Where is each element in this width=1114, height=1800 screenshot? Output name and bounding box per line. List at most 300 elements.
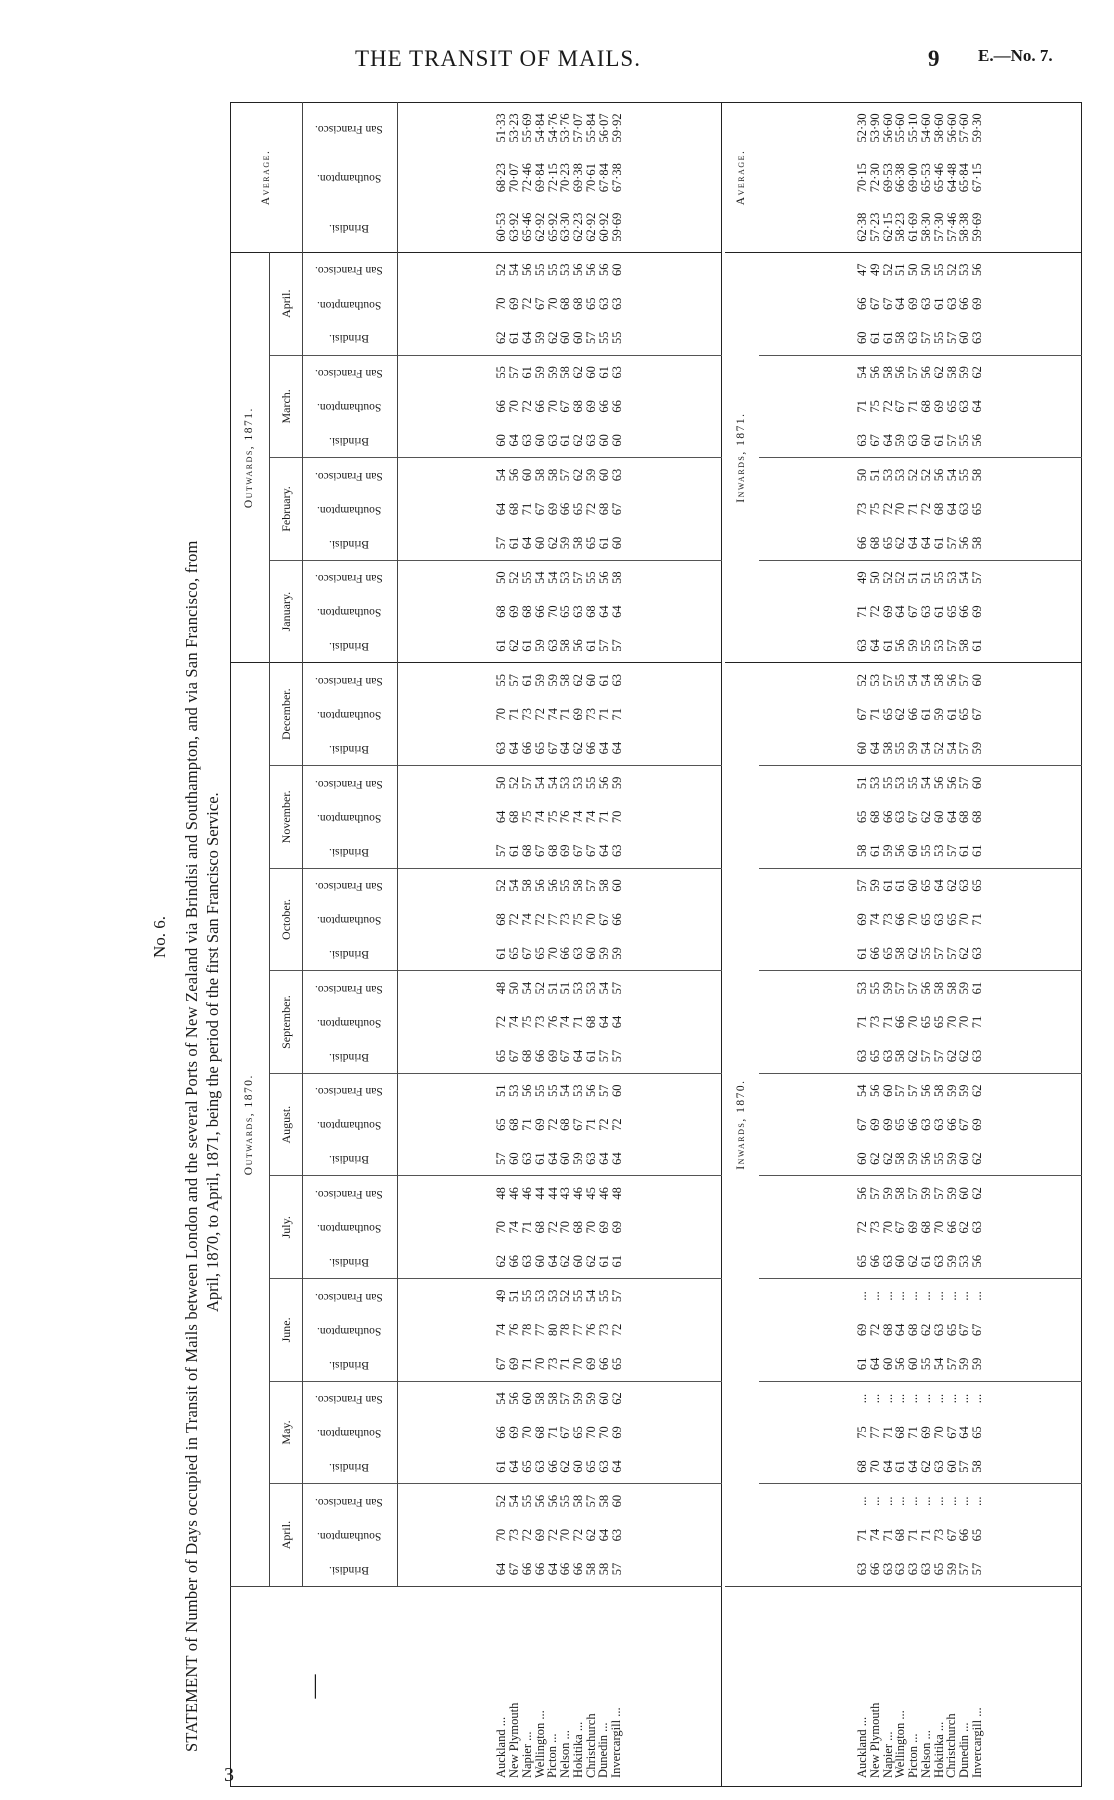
day-count-cell: 67·38	[609, 163, 624, 193]
day-count-cell: 71	[596, 707, 611, 721]
day-count-cell: 71	[609, 707, 624, 721]
day-count-cell: 71	[545, 1426, 560, 1439]
port-name: Dunedin ...	[596, 1722, 611, 1778]
day-count-cell: 56	[532, 1494, 547, 1508]
day-count-cell: 74	[584, 810, 599, 824]
day-count-cell: 69	[545, 502, 560, 516]
day-count-cell: 63	[609, 674, 624, 687]
day-count-cell: 53	[957, 263, 972, 276]
day-count-cell: 55	[532, 1084, 547, 1097]
day-count-cell: 59	[906, 1152, 921, 1165]
day-count-cell: 60	[931, 810, 946, 824]
day-count-cell: 63	[918, 1118, 933, 1131]
day-count-cell: 54·76	[545, 113, 560, 143]
route-header-13	[303, 1108, 398, 1142]
day-count-cell: 63·30	[558, 212, 573, 242]
inwards-column-34	[759, 389, 1082, 423]
outwards-column-3	[398, 1450, 722, 1484]
inwards-column-22	[759, 800, 1082, 834]
day-count-cell: 61	[854, 947, 869, 960]
day-count-cell: 58	[596, 1494, 611, 1508]
day-count-cell: 62	[944, 879, 959, 892]
day-count-cell: 70	[571, 1357, 586, 1371]
day-count-cell: 56	[532, 879, 547, 892]
day-count-cell: 68	[918, 1221, 933, 1234]
day-count-cell: 70	[545, 947, 560, 960]
day-count-cell: 58	[931, 1084, 946, 1097]
day-count-cell: 59	[584, 1392, 599, 1405]
day-count-cell: 67	[596, 913, 611, 926]
day-count-cell: 64	[609, 1015, 624, 1029]
inwards-group-header-row	[725, 103, 759, 1787]
day-count-cell: 72	[596, 1118, 611, 1131]
outwards-column-23	[398, 766, 722, 800]
day-count-cell: 64	[957, 1426, 972, 1439]
day-count-cell: 70	[931, 1426, 946, 1439]
outwards-column-30	[398, 526, 722, 560]
day-count-cell: 56	[918, 1084, 933, 1097]
day-count-cell: 59	[970, 1357, 985, 1371]
day-count-cell: 64	[596, 1152, 611, 1165]
day-count-cell: 67	[558, 1049, 573, 1063]
day-count-cell: ...	[880, 1496, 895, 1506]
route-header-38	[303, 252, 398, 286]
day-count-cell: 57	[957, 741, 972, 755]
day-count-cell: 69·53	[880, 163, 895, 193]
day-count-cell: 55	[494, 366, 509, 379]
day-count-cell: 66	[532, 1562, 547, 1576]
day-count-cell: 52	[880, 571, 895, 584]
day-count-cell: 57	[494, 536, 509, 550]
route-label: Brindisi.	[328, 1358, 369, 1371]
day-count-cell: 56	[545, 879, 560, 892]
route-label: Brindisi.	[328, 845, 369, 858]
route-header-41	[303, 103, 398, 153]
day-count-cell: 59	[596, 947, 611, 960]
day-count-cell: ...	[931, 1393, 946, 1404]
route-header-1	[303, 1518, 398, 1552]
day-count-cell: 60	[880, 1357, 895, 1371]
day-count-cell: 51	[854, 776, 869, 790]
route-label: Brindisi.	[328, 221, 369, 234]
day-count-cell: 53	[584, 981, 599, 995]
day-count-cell: 57·46	[944, 212, 959, 242]
outwards-month-header-row	[270, 103, 303, 1787]
day-count-cell: 43	[558, 1187, 573, 1200]
inwards-column-37	[759, 287, 1082, 321]
day-count-cell: 53	[545, 1289, 560, 1303]
day-count-cell: 55	[520, 1494, 535, 1508]
day-count-cell: 63	[906, 434, 921, 447]
day-count-cell: 60	[571, 1460, 586, 1473]
day-count-cell: 57	[596, 1049, 611, 1063]
day-count-cell: 51·33	[494, 113, 509, 143]
day-count-cell: 56	[584, 1084, 599, 1097]
port-name: Dunedin ...	[957, 1722, 972, 1778]
route-label: Brindisi.	[328, 948, 369, 961]
day-count-cell: 72	[545, 1528, 560, 1542]
day-count-cell: 53	[867, 674, 882, 687]
day-count-cell: 54	[507, 263, 522, 276]
day-count-cell: 49	[867, 263, 882, 276]
day-count-cell: 69	[571, 707, 586, 721]
day-count-cell: 55	[571, 1289, 586, 1303]
day-count-cell: 53	[867, 776, 882, 790]
day-count-cell: 57	[906, 1187, 921, 1200]
day-count-cell: 54	[854, 366, 869, 379]
route-label: Southampton.	[316, 1529, 381, 1542]
day-count-cell: 57	[584, 879, 599, 892]
day-count-cell: 64	[507, 741, 522, 755]
day-count-cell: 68	[571, 1221, 586, 1234]
day-count-cell: 73	[532, 1015, 547, 1029]
day-count-cell: 73	[545, 1357, 560, 1371]
day-count-cell: 59	[558, 536, 573, 550]
day-count-cell: 56	[944, 776, 959, 790]
day-count-cell: 56	[893, 639, 908, 652]
port-name: Invercargill ...	[969, 1707, 984, 1778]
inwards-column-41	[759, 103, 1082, 153]
port-name: Wellington ...	[532, 1710, 547, 1778]
port-name: Napier ...	[880, 1731, 895, 1778]
route-header-10	[303, 1210, 398, 1244]
outwards-column-22	[398, 800, 722, 834]
day-count-cell: 54	[918, 674, 933, 687]
route-label: Brindisi.	[328, 332, 369, 345]
route-header-36	[303, 321, 398, 355]
day-count-cell: ...	[854, 1291, 869, 1301]
day-count-cell: 70	[957, 1015, 972, 1029]
inwards-column-4	[759, 1415, 1082, 1449]
outwards-column-27	[398, 629, 722, 663]
day-count-cell: 59	[571, 1152, 586, 1165]
day-count-cell: 64·48	[944, 163, 959, 193]
day-count-cell: 63	[854, 434, 869, 447]
day-count-cell: 67·15	[970, 163, 985, 193]
day-count-cell: 62	[571, 468, 586, 482]
day-count-cell: 58	[970, 536, 985, 550]
inwards-column-2	[759, 1484, 1082, 1518]
day-count-cell: 68	[571, 400, 586, 413]
day-count-cell: 60	[520, 468, 535, 482]
day-count-cell: 68	[571, 297, 586, 311]
route-header-19	[303, 902, 398, 936]
day-count-cell: 60	[854, 1152, 869, 1165]
day-count-cell: 61	[970, 844, 985, 858]
day-count-cell: 67·84	[596, 163, 611, 193]
day-count-cell: 76	[507, 1323, 522, 1337]
outwards-column-6	[398, 1347, 722, 1381]
day-count-cell: 57	[957, 1460, 972, 1473]
day-count-cell: 59	[970, 741, 985, 755]
day-count-cell: 64	[609, 1460, 624, 1473]
day-count-cell: 61	[520, 639, 535, 652]
day-count-cell: ...	[893, 1393, 908, 1404]
day-count-cell: 63	[957, 400, 972, 413]
day-count-cell: 52	[880, 263, 895, 276]
day-count-cell: 58	[893, 1049, 908, 1063]
day-count-cell: 63	[854, 639, 869, 652]
route-label: Brindisi.	[328, 1153, 369, 1166]
day-count-cell: 63	[957, 502, 972, 516]
day-count-cell: ...	[931, 1496, 946, 1506]
day-count-cell: 66	[571, 1562, 586, 1576]
day-count-cell: 67	[957, 1323, 972, 1337]
day-count-cell: 72·15	[545, 163, 560, 193]
day-count-cell: ...	[944, 1393, 959, 1404]
day-count-cell: 67	[571, 1118, 586, 1131]
day-count-cell: 55	[918, 1357, 933, 1371]
day-count-cell: 66	[957, 1528, 972, 1542]
day-count-cell: ...	[906, 1291, 921, 1301]
inwards-column-36	[759, 321, 1082, 355]
inwards-column-8	[759, 1279, 1082, 1313]
route-header-22	[303, 800, 398, 834]
day-count-cell: 63	[880, 1254, 895, 1268]
inwards-column-32	[759, 458, 1082, 492]
route-header-26	[303, 663, 398, 697]
day-count-cell: 63	[545, 434, 560, 447]
month-header-11: March.	[270, 355, 303, 458]
route-header-14	[303, 1073, 398, 1107]
day-count-cell: 61	[596, 674, 611, 687]
day-count-cell: 66	[532, 1049, 547, 1063]
day-count-cell: 62	[571, 741, 586, 755]
day-count-cell: 73	[867, 1221, 882, 1234]
day-count-cell: 57	[931, 1049, 946, 1063]
outwards-column-14	[398, 1073, 722, 1107]
route-header-24	[303, 731, 398, 765]
day-count-cell: 65	[957, 707, 972, 721]
day-count-cell: 68	[494, 913, 509, 926]
port-name: Picton ...	[545, 1733, 560, 1778]
day-count-cell: 69	[507, 1426, 522, 1439]
day-count-cell: 58	[944, 366, 959, 379]
statement-title-line-2: April, 1870, to April, 1871, being the period of the first San Francisco Service.	[203, 792, 222, 1312]
day-count-cell: 56	[931, 776, 946, 790]
outwards-column-11	[398, 1176, 722, 1210]
day-count-cell: 57	[957, 1562, 972, 1576]
outwards-1871-header: Outwards, 1871.	[231, 252, 270, 663]
day-count-cell: 66	[558, 947, 573, 960]
day-count-cell: 66	[609, 400, 624, 413]
day-count-cell: 71	[854, 605, 869, 618]
day-count-cell: 51	[494, 1084, 509, 1097]
day-count-cell: 59	[545, 674, 560, 687]
day-count-cell: 63	[970, 1221, 985, 1234]
day-count-cell: 64	[494, 1562, 509, 1576]
day-count-cell: 71	[880, 1015, 895, 1029]
day-count-cell: 59	[893, 434, 908, 447]
day-count-cell: ...	[867, 1496, 882, 1506]
route-label: Southampton.	[316, 606, 381, 619]
inwards-average-header: Average.	[735, 149, 748, 206]
day-count-cell: 71	[571, 1015, 586, 1029]
day-count-cell: 69·84	[532, 163, 547, 193]
day-count-cell: 64	[507, 434, 522, 447]
day-count-cell: 55	[918, 639, 933, 652]
day-count-cell: 66	[596, 400, 611, 413]
outwards-column-25	[398, 697, 722, 731]
day-count-cell: 74	[867, 1528, 882, 1542]
day-count-cell: 62	[609, 1392, 624, 1405]
route-header-4	[303, 1415, 398, 1449]
route-label: San Francisco.	[314, 264, 383, 277]
day-count-cell: ...	[970, 1496, 985, 1506]
port-name: Napier ...	[519, 1731, 534, 1778]
day-count-cell: 65	[970, 1426, 985, 1439]
day-count-cell: 58	[558, 366, 573, 379]
day-count-cell: 69	[584, 400, 599, 413]
day-count-cell: 58·60	[931, 113, 946, 143]
day-count-cell: 57	[596, 1084, 611, 1097]
day-count-cell: 65	[609, 1357, 624, 1371]
day-count-cell: 55	[558, 879, 573, 892]
day-count-cell: ...	[906, 1393, 921, 1404]
page-header-title: THE TRANSIT OF MAILS.	[355, 46, 641, 71]
day-count-cell: 61	[584, 639, 599, 652]
day-count-cell: 67	[867, 434, 882, 447]
outwards-column-24	[398, 731, 722, 765]
day-count-cell: 60	[906, 879, 921, 892]
day-count-cell: 60	[880, 1084, 895, 1097]
day-count-cell: 60	[558, 1152, 573, 1165]
day-count-cell: 69	[507, 297, 522, 311]
day-count-cell: 72	[918, 502, 933, 516]
day-count-cell: 64	[571, 1049, 586, 1063]
route-header-28	[303, 594, 398, 628]
day-count-cell: 66	[867, 947, 882, 960]
route-label: Southampton.	[316, 298, 381, 311]
day-count-cell: 71	[507, 707, 522, 721]
day-count-cell: ...	[854, 1496, 869, 1506]
day-count-cell: 59	[584, 468, 599, 482]
day-count-cell: 70	[906, 913, 921, 926]
inwards-column-17	[759, 971, 1082, 1005]
route-label: Southampton.	[316, 708, 381, 721]
port-name: Invercargill ...	[609, 1707, 624, 1778]
day-count-cell: 63	[854, 1049, 869, 1063]
inwards-column-23	[759, 766, 1082, 800]
inwards-column-7	[759, 1313, 1082, 1347]
inwards-column-16	[759, 1005, 1082, 1039]
outwards-column-8	[398, 1279, 722, 1313]
day-count-cell: 65	[507, 947, 522, 960]
day-count-cell: 56	[918, 981, 933, 995]
day-count-cell: 64	[596, 1528, 611, 1542]
day-count-cell: 60	[957, 331, 972, 344]
port-name: Picton ...	[906, 1733, 921, 1778]
day-count-cell: 63	[880, 1049, 895, 1063]
day-count-cell: 46	[571, 1187, 586, 1200]
day-count-cell: 60	[854, 331, 869, 344]
day-count-cell: 53	[558, 571, 573, 584]
day-count-cell: 53	[571, 981, 586, 995]
day-count-cell: 56·60	[880, 113, 895, 143]
day-count-cell: 75	[867, 400, 882, 413]
day-count-cell: 67	[906, 605, 921, 618]
inwards-column-9	[759, 1244, 1082, 1278]
day-count-cell: 63	[609, 297, 624, 311]
day-count-cell: 67	[532, 844, 547, 858]
day-count-cell: 68	[545, 844, 560, 858]
route-header-34	[303, 389, 398, 423]
outwards-column-1	[398, 1518, 722, 1552]
day-count-cell: 57	[507, 674, 522, 687]
day-count-cell: 57	[906, 366, 921, 379]
day-count-cell: 61	[867, 331, 882, 344]
day-count-cell: 65	[494, 1118, 509, 1131]
outwards-port-list	[495, 1587, 623, 1778]
day-count-cell: 56	[944, 674, 959, 687]
day-count-cell: 62	[880, 1152, 895, 1165]
day-count-cell: 71	[867, 707, 882, 721]
day-count-cell: 58·38	[957, 212, 972, 242]
day-count-cell: 71	[906, 502, 921, 516]
day-count-cell: 63	[918, 1562, 933, 1576]
day-count-cell: 67	[545, 741, 560, 755]
day-count-cell: 62	[918, 810, 933, 824]
day-count-cell: 62·92	[584, 212, 599, 242]
day-count-cell: 60	[944, 1460, 959, 1473]
day-count-cell: 69	[867, 1118, 882, 1131]
day-count-cell: 61	[494, 1460, 509, 1473]
day-count-cell: 58	[609, 571, 624, 584]
day-count-cell: 54	[906, 674, 921, 687]
day-count-cell: 72	[584, 502, 599, 516]
day-count-cell: 68	[584, 605, 599, 618]
day-count-cell: 64	[494, 810, 509, 824]
month-header-12: April.	[270, 252, 303, 355]
day-count-cell: 56	[893, 844, 908, 858]
day-count-cell: 64	[867, 741, 882, 755]
day-count-cell: 62	[507, 639, 522, 652]
day-count-cell: ...	[918, 1496, 933, 1506]
day-count-cell: 74	[532, 810, 547, 824]
day-count-cell: 57	[944, 844, 959, 858]
day-count-cell: 55	[918, 844, 933, 858]
day-count-cell: 55	[880, 776, 895, 790]
day-count-cell: 56	[571, 639, 586, 652]
route-label: Southampton.	[316, 401, 381, 414]
day-count-cell: 57	[584, 1494, 599, 1508]
port-name: Christchurch	[583, 1713, 598, 1778]
day-count-cell: 69	[558, 844, 573, 858]
day-count-cell: 58	[545, 468, 560, 482]
day-count-cell: 54	[545, 776, 560, 790]
day-count-cell: 65	[893, 1118, 908, 1131]
day-count-cell: 68	[854, 1460, 869, 1473]
day-count-cell: 67	[880, 297, 895, 311]
day-count-cell: 54	[532, 776, 547, 790]
day-count-cell: 68	[931, 502, 946, 516]
day-count-cell: 64	[867, 639, 882, 652]
day-count-cell: 57	[867, 1187, 882, 1200]
port-name: Auckland ...	[855, 1716, 870, 1778]
day-count-cell: 52	[532, 981, 547, 995]
day-count-cell: 58	[545, 1392, 560, 1405]
day-count-cell: 76	[558, 810, 573, 824]
day-count-cell: 72	[545, 1118, 560, 1131]
day-count-cell: 50	[854, 468, 869, 482]
day-count-cell: 55	[520, 571, 535, 584]
day-count-cell: 57	[970, 571, 985, 584]
day-count-cell: 60	[609, 1084, 624, 1097]
day-count-cell: 70	[957, 913, 972, 926]
inwards-column-27	[759, 629, 1082, 663]
day-count-cell: 62	[944, 1049, 959, 1063]
day-count-cell: 65	[571, 1426, 586, 1439]
